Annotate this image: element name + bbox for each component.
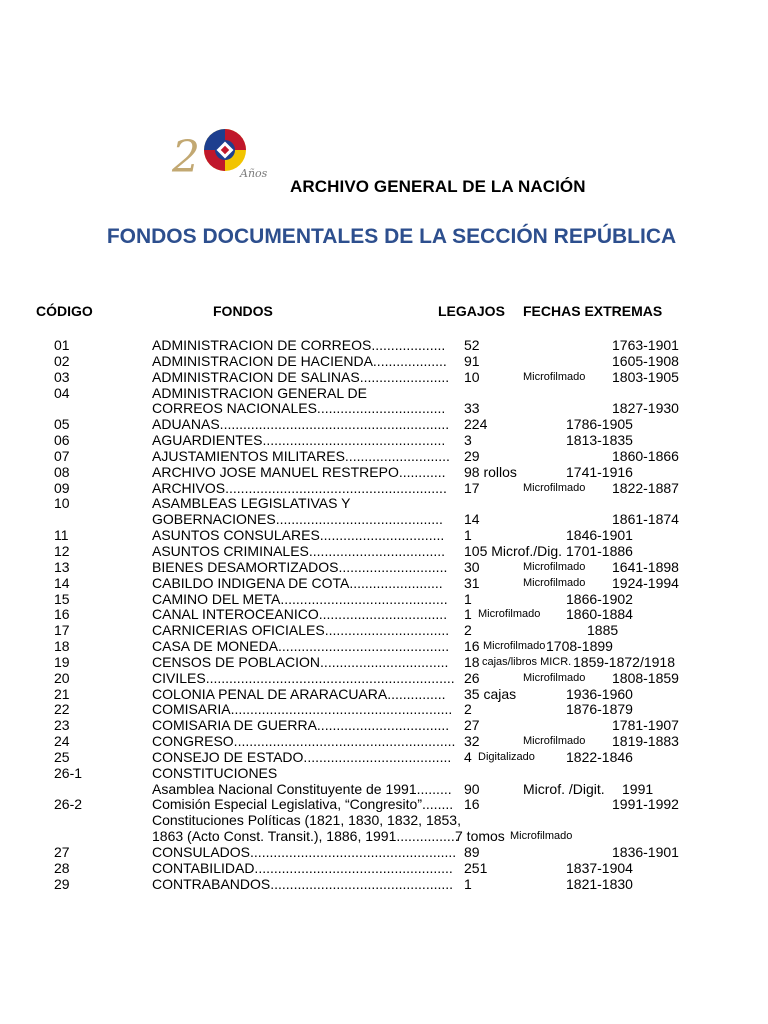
row-legajos: 18 (464, 653, 480, 670)
row-code: 22 (54, 701, 70, 718)
row-note: Microfilmado (523, 370, 586, 383)
table-row (0, 465, 768, 481)
row-legajos: 7 tomos (455, 828, 505, 845)
row-note: Microfilmado (510, 830, 573, 843)
logo-anos-label: Años (240, 167, 268, 180)
row-code: 26-1 (54, 764, 83, 781)
table-row (0, 639, 768, 655)
row-legajos: 98 rollos (464, 463, 517, 480)
row-legajos: 1 (464, 606, 472, 623)
table-row (0, 433, 768, 449)
table-row (0, 354, 768, 370)
table-row (0, 544, 768, 560)
row-code: 05 (54, 416, 70, 433)
table-row (0, 813, 768, 829)
row-code: 24 (54, 733, 70, 750)
row-code: 23 (54, 717, 70, 734)
row-fechas: 1885 (587, 622, 619, 639)
table-row (0, 861, 768, 877)
row-legajos: 33 (464, 400, 480, 417)
row-fondo: ADMINISTRACION DE HACIENDA................... (152, 352, 447, 369)
row-code: 28 (54, 859, 70, 876)
row-code: 06 (54, 432, 70, 449)
row-fondo: ADUANAS........................................................... (152, 416, 450, 433)
row-fondo: CARNICERIAS OFICIALES................................ (152, 622, 450, 639)
row-legajos: 91 (464, 352, 480, 369)
row-legajos: 4 (464, 748, 472, 765)
archivo-20-anos-logo-icon (170, 128, 280, 180)
row-fechas: 1605-1908 (612, 352, 679, 369)
table-row (0, 560, 768, 576)
row-code: 13 (54, 558, 70, 575)
row-code: 16 (54, 606, 70, 623)
row-fechas: 1822-1846 (566, 748, 633, 765)
row-fechas: 1763-1901 (612, 337, 679, 353)
row-fechas: 1991-1992 (612, 796, 679, 813)
document-title: FONDOS DOCUMENTALES DE LA SECCIÓN REPÚBLICA (106, 225, 677, 248)
row-legajos: 16 (464, 638, 480, 655)
table-row (0, 417, 768, 433)
table-row (0, 655, 768, 671)
table-row (0, 449, 768, 465)
row-fechas: 1866-1902 (566, 590, 633, 607)
row-fondo: CAMINO DEL META........................................... (152, 590, 448, 607)
row-fondo: ASUNTOS CRIMINALES................................... (152, 542, 446, 559)
row-note: Microfilmado (523, 560, 586, 573)
table-row (0, 496, 768, 512)
row-fondo: Comisión Especial Legislativa, “Congresito”........ (152, 796, 454, 813)
row-legajos: 10 (464, 368, 480, 385)
row-fechas: 1861-1874 (612, 511, 679, 528)
row-code: 12 (54, 542, 70, 559)
table-row (0, 401, 768, 417)
row-legajos: 1 (464, 527, 472, 544)
row-legajos: 17 (464, 479, 480, 496)
row-fechas: 1936-1960 (566, 685, 633, 702)
row-fondo: AJUSTAMIENTOS MILITARES........................... (152, 447, 450, 464)
row-note: Digitalizado (478, 750, 535, 763)
row-fondo: COMISARIA......................................................... (152, 701, 453, 718)
table-row (0, 671, 768, 687)
row-code: 11 (54, 527, 69, 544)
row-legajos: 251 (464, 859, 488, 876)
row-fondo: ARCHIVOS......................................................... (152, 479, 447, 496)
table-row (0, 386, 768, 402)
row-code: 15 (54, 590, 70, 607)
row-fondo: CANAL INTEROCEANICO................................. (152, 606, 448, 623)
row-note: Microfilmado (523, 735, 586, 748)
row-note: Microfilmado (523, 576, 586, 589)
table-row (0, 782, 768, 798)
table-row (0, 718, 768, 734)
column-header-fondos: FONDOS (213, 303, 273, 319)
row-code: 01 (54, 337, 70, 353)
row-code: 19 (54, 653, 70, 670)
row-fondo: 1863 (Acto Const. Transit.), 1886, 1991................ (152, 828, 459, 845)
row-fondo: COMISARIA DE GUERRA.................................. (152, 717, 450, 734)
row-legajos: 30 (464, 558, 480, 575)
row-note: cajas/libros MICR. (482, 655, 572, 668)
row-code: 21 (54, 685, 70, 702)
row-legajos: 2 (464, 622, 472, 639)
row-fondo: ARCHIVO JOSE MANUEL RESTREPO............ (152, 463, 446, 480)
row-legajos: 224 (464, 416, 488, 433)
table-row (0, 702, 768, 718)
fondos-table (0, 338, 768, 893)
table-row (0, 481, 768, 497)
table-row (0, 338, 768, 354)
row-fechas: 1859-1872/1918 (573, 653, 675, 670)
row-code: 03 (54, 368, 70, 385)
row-code: 17 (54, 622, 70, 639)
row-legajos: 31 (464, 574, 480, 591)
row-note: Microfilmado (523, 671, 586, 684)
row-legajos: 1 (464, 590, 472, 607)
row-fondo: Constituciones Políticas (1821, 1830, 1832, 1853, (152, 812, 461, 829)
row-fondo: CIVILES................................................................ (152, 669, 455, 686)
organization-title: ARCHIVO GENERAL DE LA NACIÓN (290, 177, 586, 196)
row-legajos: 1 (464, 875, 472, 892)
row-fondo: CORREOS NACIONALES................................. (152, 400, 446, 417)
row-fondo: CONTABILIDAD................................................... (152, 859, 453, 876)
row-code: 08 (54, 463, 70, 480)
row-legajos: 52 (464, 337, 480, 353)
row-fondo: CABILDO INDIGENA DE COTA........................ (152, 574, 443, 591)
row-fondo: CONGRESO......................................................... (152, 733, 456, 750)
row-note: Microf. /Digit. (523, 780, 605, 797)
row-fechas: 1808-1859 (612, 669, 679, 686)
table-row (0, 797, 768, 813)
table-row (0, 766, 768, 782)
row-legajos: 105 Microf./Dig. (464, 542, 563, 559)
row-legajos: 29 (464, 447, 480, 464)
row-fechas: 1860-1866 (612, 447, 679, 464)
row-fondo: COLONIA PENAL DE ARARACUARA............... (152, 685, 446, 702)
row-legajos: 14 (464, 511, 480, 528)
row-fondo: ASAMBLEAS LEGISLATIVAS Y (152, 495, 351, 512)
row-code: 07 (54, 447, 70, 464)
row-fechas: 1876-1879 (566, 701, 633, 718)
row-fechas: 1786-1905 (566, 416, 633, 433)
row-legajos: 16 (464, 796, 480, 813)
row-fechas: 1821-1830 (566, 875, 633, 892)
table-row (0, 687, 768, 703)
row-fechas: 1781-1907 (612, 717, 679, 734)
row-fechas: 1827-1930 (612, 400, 679, 417)
row-fondo: CONSULADOS..................................................... (152, 844, 457, 860)
row-fechas: 1819-1883 (612, 733, 679, 750)
row-fechas: 1991 (622, 780, 654, 797)
row-fechas: 1741-1916 (566, 463, 633, 480)
row-legajos: 35 cajas (464, 685, 517, 702)
table-row (0, 845, 768, 861)
row-fechas: 1837-1904 (566, 859, 633, 876)
row-fondo: ADMINISTRACION DE CORREOS................... (152, 337, 446, 353)
row-fechas: 1708-1899 (546, 638, 613, 655)
row-fechas: 1803-1905 (612, 368, 679, 385)
row-fechas: 1822-1887 (612, 479, 679, 496)
row-fechas: 1860-1884 (566, 606, 633, 623)
row-legajos: 27 (464, 717, 480, 734)
row-code: 27 (54, 844, 70, 860)
row-fondo: CENSOS DE POBLACION................................. (152, 653, 449, 670)
row-code: 18 (54, 638, 70, 655)
table-row (0, 734, 768, 750)
row-fondo: AGUARDIENTES............................................... (152, 432, 446, 449)
row-fondo: BIENES DESAMORTIZADOS............................ (152, 558, 448, 575)
row-fondo: CASA DE MONEDA............................................ (152, 638, 450, 655)
row-legajos: 32 (464, 733, 480, 750)
row-legajos: 89 (464, 844, 480, 860)
row-code: 02 (54, 352, 70, 369)
table-row (0, 877, 768, 893)
row-fechas: 1701-1886 (566, 542, 633, 559)
table-row (0, 512, 768, 528)
table-row (0, 623, 768, 639)
row-code: 25 (54, 748, 70, 765)
table-row (0, 607, 768, 623)
table-row (0, 528, 768, 544)
row-fechas: 1836-1901 (612, 844, 679, 860)
row-fechas: 1813-1835 (566, 432, 633, 449)
row-fondo: Asamblea Nacional Constituyente de 1991......... (152, 780, 452, 797)
table-row (0, 592, 768, 608)
row-code: 10 (54, 495, 70, 512)
table-row (0, 576, 768, 592)
row-note: Microfilmado (523, 481, 586, 494)
row-legajos: 90 (464, 780, 480, 797)
row-code: 26-2 (54, 796, 83, 813)
row-fondo: CONSTITUCIONES (152, 764, 278, 781)
row-fondo: ASUNTOS CONSULARES................................ (152, 527, 445, 544)
row-code: 14 (54, 574, 70, 591)
row-fondo: CONTRABANDOS............................................... (152, 875, 454, 892)
column-header-legajos: LEGAJOS (438, 303, 505, 319)
row-fechas: 1846-1901 (566, 527, 633, 544)
row-code: 09 (54, 479, 70, 496)
row-fondo: GOBERNACIONES........................................... (152, 511, 443, 528)
column-header-fechas: FECHAS EXTREMAS (523, 303, 663, 319)
row-note: Microfilmado (483, 640, 546, 653)
row-fechas: 1641-1898 (612, 558, 679, 575)
svg-text:2: 2 (172, 132, 200, 180)
table-row (0, 829, 768, 845)
row-fondo: CONSEJO DE ESTADO...................................... (152, 748, 452, 765)
row-code: 29 (54, 875, 70, 892)
column-header-code: CÓDIGO (36, 303, 93, 319)
row-legajos: 3 (464, 432, 472, 449)
row-legajos: 26 (464, 669, 480, 686)
row-fondo: ADMINISTRACION GENERAL DE (152, 384, 367, 401)
row-fondo: ADMINISTRACION DE SALINAS....................... (152, 368, 450, 385)
row-note: Microfilmado (478, 608, 541, 621)
table-row (0, 750, 768, 766)
row-code: 20 (54, 669, 70, 686)
row-fechas: 1924-1994 (612, 574, 679, 591)
row-legajos: 2 (464, 701, 472, 718)
table-row (0, 370, 768, 386)
row-code: 04 (54, 384, 70, 401)
